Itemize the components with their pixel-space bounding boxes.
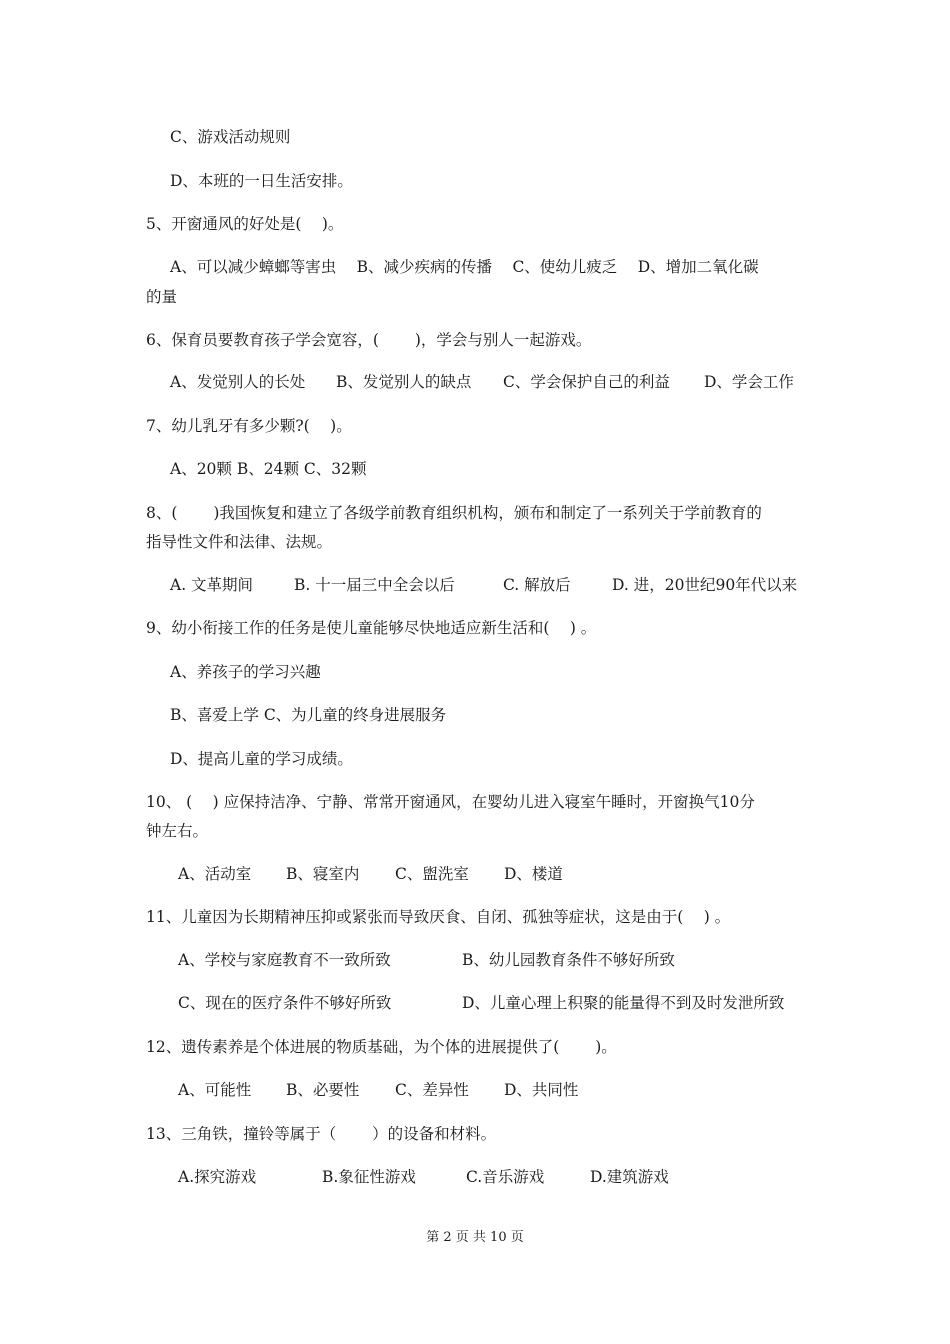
question-9-option-a: A、养孩子的学习兴趣: [170, 663, 321, 681]
option: A.探究游戏: [178, 1168, 257, 1186]
option: B. 十一届三中全会以后: [294, 576, 455, 594]
question-11: 11、儿童因为长期精神压抑或紧张而导致厌食、自闭、孤独等症状，这是由于( ) 。: [146, 908, 731, 926]
option: B.象征性游戏: [322, 1168, 416, 1186]
option: C、学会保护自己的利益: [503, 373, 670, 391]
option: B、发觉别人的缺点: [336, 373, 472, 391]
option: B、幼儿园教育条件不够好所致: [462, 951, 675, 969]
question-13: 13、三角铁，撞铃等属于（ ）的设备和材料。: [146, 1125, 497, 1143]
question-6: 6、保育员要教育孩子学会宽容，( )，学会与别人一起游戏。: [146, 331, 592, 349]
question-5-options: A、可以减少蟑螂等害虫 B、减少疾病的传播 C、使幼儿疲乏 D、增加二氧化碳: [170, 258, 759, 276]
option: C.音乐游戏: [466, 1168, 545, 1186]
option: D. 进，20世纪90年代以来: [612, 576, 798, 594]
question-5: 5、开窗通风的好处是( )。: [146, 215, 344, 233]
option: D、楼道: [504, 865, 563, 883]
question-4-option-d: D、本班的一日生活安排。: [170, 172, 353, 190]
option: A、学校与家庭教育不一致所致: [178, 951, 391, 969]
page-footer: 第 2 页 共 10 页: [426, 1230, 524, 1245]
question-8: 8、( )我国恢复和建立了各级学前教育组织机构，颁布和制定了一系列关于学前教育的: [146, 504, 762, 522]
question-7: 7、幼儿乳牙有多少颗?( )。: [146, 417, 352, 435]
question-12: 12、遗传素养是个体进展的物质基础，为个体的进展提供了( )。: [146, 1038, 617, 1056]
question-9-option-b-c: B、喜爱上学 C、为儿童的终身进展服务: [170, 706, 447, 724]
option: D、共同性: [504, 1081, 579, 1099]
option: C、盥洗室: [395, 865, 469, 883]
option: C、现在的医疗条件不够好所致: [178, 994, 392, 1012]
option: B、寝室内: [286, 865, 360, 883]
option: D、学会工作: [704, 373, 794, 391]
question-4-option-c: C、游戏活动规则: [170, 128, 291, 146]
option: D.建筑游戏: [590, 1168, 669, 1186]
option: C. 解放后: [503, 576, 571, 594]
question-10: 10、 ( ) 应保持洁净、宁静、常常开窗通风，在婴幼儿进入寝室午睡时，开窗换气10分: [146, 793, 755, 811]
option: D、儿童心理上积聚的能量得不到及时发泄所致: [462, 994, 785, 1012]
question-10-continued: 钟左右。: [146, 822, 209, 840]
question-9: 9、幼小衔接工作的任务是使儿童能够尽快地适应新生活和( ) 。: [146, 619, 597, 637]
question-5-options-continued: 的量: [146, 288, 178, 306]
question-7-options: A、20颗 B、24颗 C、32颗: [170, 460, 367, 478]
option: A、发觉别人的长处: [170, 373, 306, 391]
option: B、必要性: [286, 1081, 360, 1099]
option: C、差异性: [395, 1081, 469, 1099]
question-9-option-d: D、提高儿童的学习成绩。: [170, 750, 353, 768]
option: A. 文革期间: [170, 576, 254, 594]
option: A、可能性: [178, 1081, 252, 1099]
option: A、活动室: [178, 865, 252, 883]
question-8-continued: 指导性文件和法律、法规。: [146, 533, 333, 551]
